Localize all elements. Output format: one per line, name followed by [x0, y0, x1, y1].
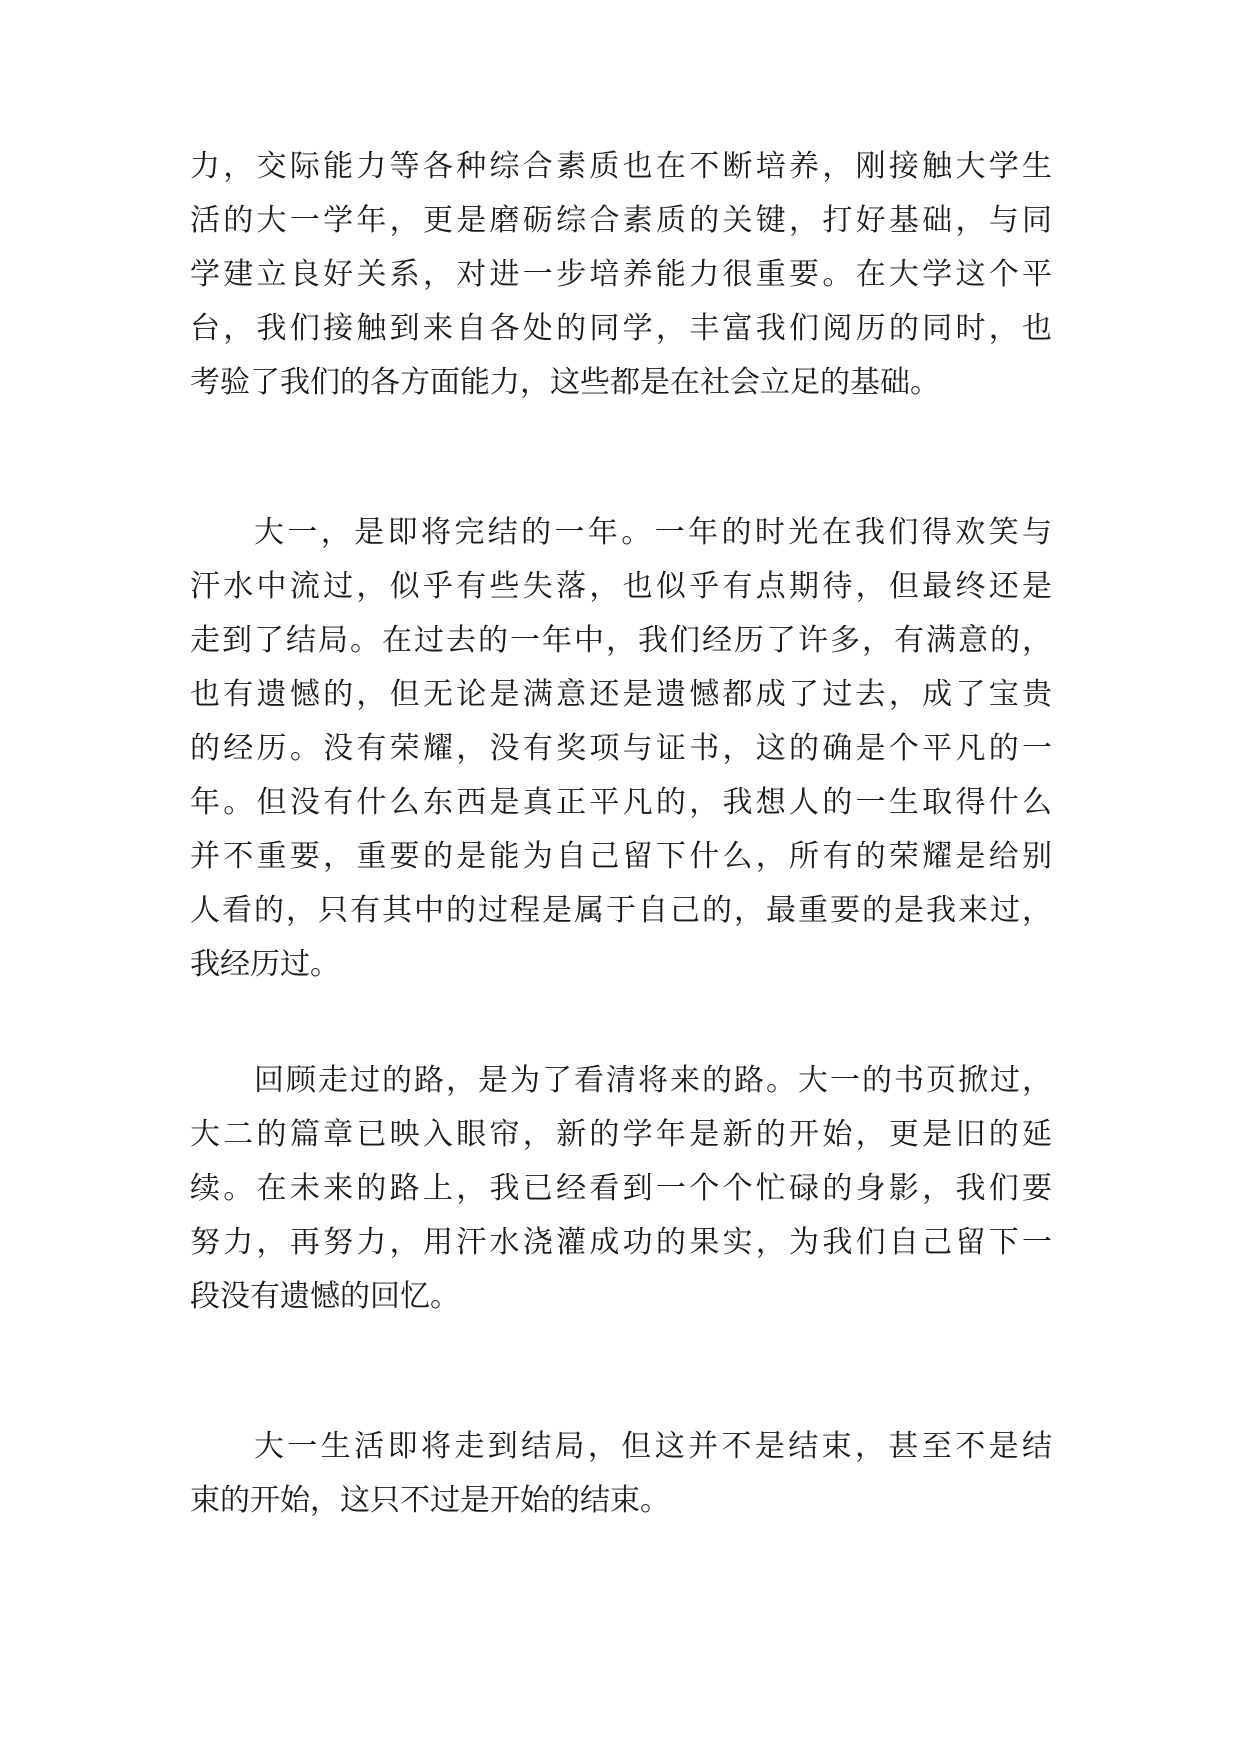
paragraph-line: 考验了我们的各方面能力，这些都是在社会立足的基础。: [190, 365, 940, 400]
paragraph-line: 年。但没有什么东西是真正平凡的，我想人的一生取得什么: [190, 785, 1052, 820]
paragraph-line: 束的开始，这只不过是开始的结束。: [190, 1483, 670, 1518]
paragraph-line: 人看的，只有其中的过程是属于自己的，最重要的是我来过，: [190, 893, 1052, 928]
paragraph-line: 大一，是即将完结的一年。一年的时光在我们得欢笑与: [254, 515, 1052, 550]
paragraph-line: 的经历。没有荣耀，没有奖项与证书，这的确是个平凡的一: [190, 731, 1052, 766]
paragraph-line: 努力，再努力，用汗水浇灌成功的果实，为我们自己留下一: [190, 1225, 1052, 1260]
paragraph-line: 段没有遗憾的回忆。: [190, 1279, 460, 1314]
paragraph-3: [190, 1054, 1052, 1324]
paragraph-line: 回顾走过的路，是为了看清将来的路。大一的书页掀过，: [254, 1063, 1052, 1098]
paragraph-line: 我经历过。: [190, 947, 340, 982]
paragraph-line: 大一生活即将走到结局，但这并不是结束，甚至不是结: [254, 1429, 1052, 1464]
paragraph-line: 走到了结局。在过去的一年中，我们经历了许多，有满意的，: [190, 623, 1052, 658]
paragraph-line: 活的大一学年，更是磨砺综合素质的关键，打好基础，与同: [190, 203, 1052, 238]
paragraph-line: 并不重要，重要的是能为自己留下什么，所有的荣耀是给别: [190, 839, 1052, 874]
paragraph-line: 也有遗憾的，但无论是满意还是遗憾都成了过去，成了宝贵: [190, 677, 1052, 712]
paragraph-line: 续。在未来的路上，我已经看到一个个忙碌的身影，我们要: [190, 1171, 1052, 1206]
paragraph-line: 大二的篇章已映入眼帘，新的学年是新的开始，更是旧的延: [190, 1117, 1052, 1152]
paragraph-line: 学建立良好关系，对进一步培养能力很重要。在大学这个平: [190, 257, 1052, 292]
paragraph-line: 力，交际能力等各种综合素质也在不断培养，刚接触大学生: [190, 149, 1052, 184]
paragraph-line: 台，我们接触到来自各处的同学，丰富我们阅历的同时，也: [190, 311, 1052, 346]
paragraph-1: [190, 140, 1052, 410]
paragraph-4: [190, 1420, 1052, 1528]
paragraph-2: [190, 506, 1052, 992]
paragraph-line: 汗水中流过，似乎有些失落，也似乎有点期待，但最终还是: [190, 569, 1052, 604]
